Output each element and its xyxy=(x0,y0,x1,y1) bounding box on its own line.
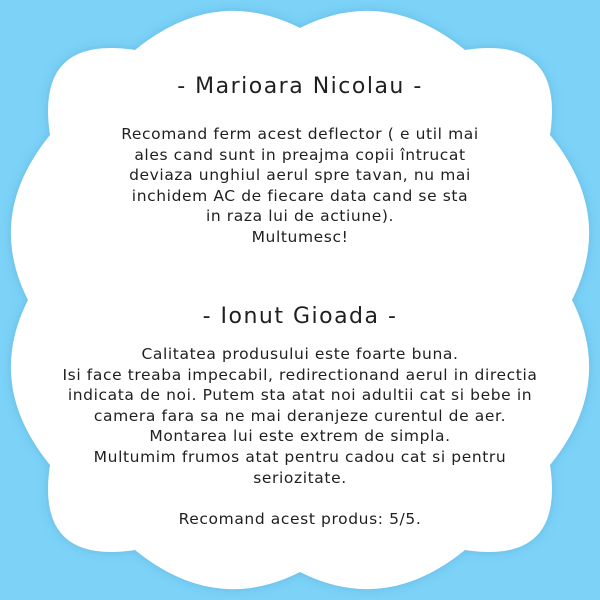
reviewer-name-1: - Marioara Nicolau - xyxy=(177,74,423,99)
reviewer-name-2: - Ionut Gioada - xyxy=(202,304,398,329)
review-line: deviaza unghiul aerul spre tavan, nu mai xyxy=(129,166,471,185)
review-line: ales cand sunt in preajma copii întrucat xyxy=(134,145,466,164)
review-line: Calitatea produsului este foarte buna. xyxy=(141,345,459,363)
review-text-1 xyxy=(90,124,510,248)
review-line: Isi face treaba impecabil, redirectionand aerul in directia xyxy=(62,365,538,384)
review-line: Montarea lui este extrem de simpla. xyxy=(149,427,451,446)
review-line: in raza lui de actiune). xyxy=(205,207,395,226)
spacer xyxy=(40,488,560,509)
review-line: Multumesc! xyxy=(251,227,349,246)
review-text-2 xyxy=(40,344,560,529)
review-line: Recomand ferm acest deflector ( e util mai xyxy=(121,125,479,143)
review-line: indicata de noi. Putem sta atat noi adultii cat si bebe in xyxy=(67,386,533,405)
review-line: camera fara sa ne mai deranjeze curentul de aer. xyxy=(93,406,507,425)
review-line: Multumim frumos atat pentru cadou cat si pentru xyxy=(93,447,507,466)
review-line: inchidem AC de fiecare data cand se sta xyxy=(131,186,469,205)
review-line: seriozitate. xyxy=(253,468,347,487)
rating-text: Recomand acest produs: 5/5. xyxy=(178,509,422,528)
